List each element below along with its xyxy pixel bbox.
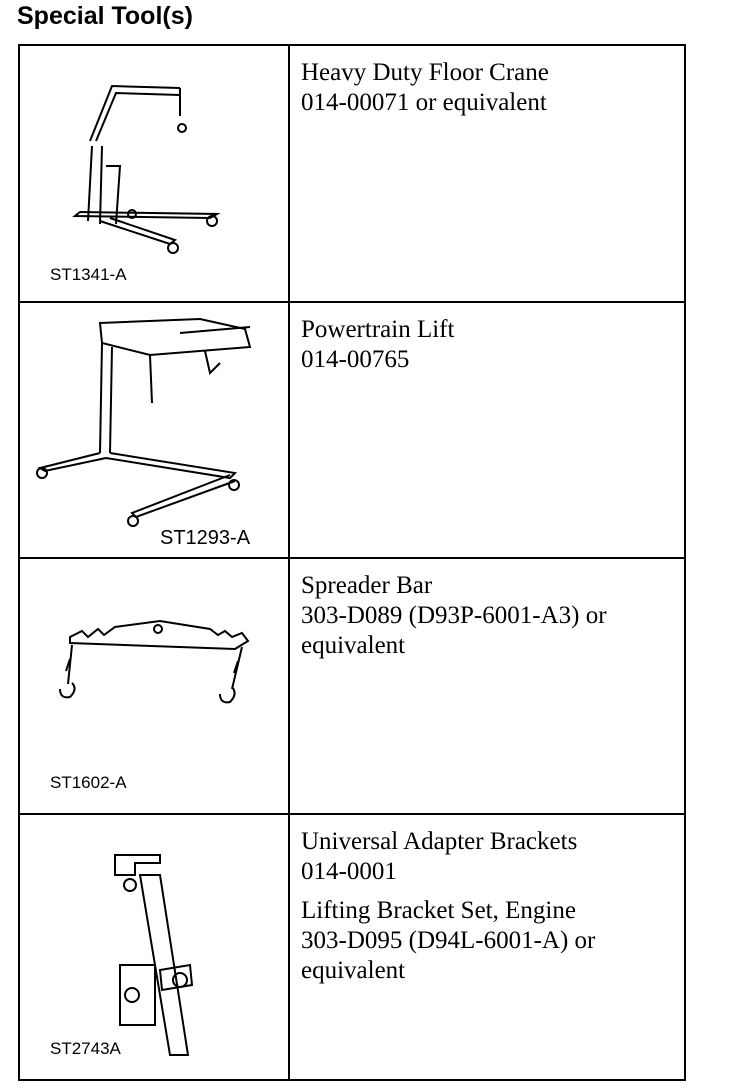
tool-number: 014-00765 [301, 346, 410, 373]
tool-number: 303-D095 (D94L-6001-A) or [301, 927, 596, 954]
tool-name: Heavy Duty Floor Crane [301, 59, 549, 86]
special-tools-table [18, 44, 686, 1081]
tool-code: ST2743A [50, 1039, 121, 1058]
tool-description [289, 45, 685, 302]
tool-code: ST1341-A [50, 265, 127, 284]
tool-image-cell [19, 302, 289, 558]
tool-description [289, 302, 685, 558]
tool-image-cell [19, 45, 289, 302]
page-title: Special Tool(s) [17, 2, 193, 30]
table-row [19, 302, 685, 558]
tool-description [289, 814, 685, 1080]
tool-name: Spreader Bar [301, 572, 433, 599]
tool-image-cell [19, 558, 289, 814]
tool-name: Lifting Bracket Set, Engine [301, 897, 576, 924]
table-row [19, 558, 685, 814]
table-row [19, 814, 685, 1080]
tool-code: ST1293-A [160, 527, 251, 549]
tool-note: equivalent [301, 957, 406, 984]
tool-number: 014-00071 or equivalent [301, 89, 547, 116]
tool-number: 014-0001 [301, 858, 397, 885]
tool-name: Universal Adapter Brackets [301, 828, 578, 855]
tool-description [289, 558, 685, 814]
tool-number: 303-D089 (D93P-6001-A3) or [301, 602, 607, 629]
tool-name: Powertrain Lift [301, 316, 455, 343]
tool-code: ST1602-A [50, 773, 127, 792]
table-row [19, 45, 685, 302]
powertrain-lift-icon [20, 303, 288, 559]
tool-note: equivalent [301, 632, 406, 659]
tool-image-cell [19, 814, 289, 1080]
